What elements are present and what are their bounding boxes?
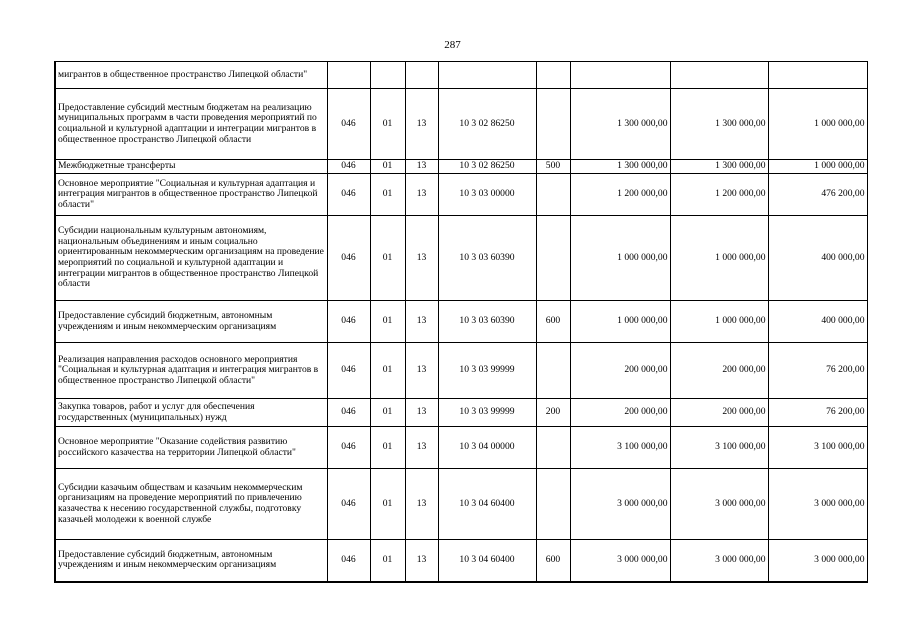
row-name: Основное мероприятие "Социальная и культурная адаптация и интеграция мигрантов в общественное пространство Липецкой области" — [55, 174, 327, 216]
section-code: 01 — [370, 427, 405, 469]
sum-year-3: 400 000,00 — [768, 216, 867, 301]
target-article: 10 3 03 99999 — [438, 343, 536, 399]
sum-year-3: 400 000,00 — [768, 301, 867, 343]
target-article — [438, 62, 536, 89]
sum-year-2: 200 000,00 — [670, 399, 768, 427]
sum-year-2: 1 200 000,00 — [670, 174, 768, 216]
subsection-code: 13 — [405, 540, 438, 582]
ministry-code: 046 — [327, 540, 370, 582]
section-code: 01 — [370, 160, 405, 174]
table-row — [55, 540, 867, 582]
ministry-code: 046 — [327, 469, 370, 540]
sum-year-3: 476 200,00 — [768, 174, 867, 216]
section-code: 01 — [370, 343, 405, 399]
table-row — [55, 301, 867, 343]
expense-type — [536, 174, 570, 216]
table-row — [55, 160, 867, 174]
expense-type — [536, 89, 570, 160]
sum-year-2: 1 300 000,00 — [670, 89, 768, 160]
table-row — [55, 469, 867, 540]
subsection-code: 13 — [405, 174, 438, 216]
ministry-code: 046 — [327, 174, 370, 216]
row-name: Субсидии национальным культурным автономиям, национальным объединениям и иным социально ориентированным некоммерческим организациям на проведение мероприятий по социальной и культурной адаптации и интеграции мигрантов в общественное пространство Липецкой области — [55, 216, 327, 301]
sum-year-1: 200 000,00 — [570, 343, 670, 399]
subsection-code: 13 — [405, 427, 438, 469]
ministry-code: 046 — [327, 343, 370, 399]
sum-year-3: 1 000 000,00 — [768, 89, 867, 160]
row-name: Предоставление субсидий местным бюджетам на реализацию муниципальных программ в части проведения мероприятий по социальной и культурной адаптации и интеграции мигрантов в общественное пространство Липецкой области — [55, 89, 327, 160]
expense-type — [536, 469, 570, 540]
sum-year-3: 76 200,00 — [768, 343, 867, 399]
target-article: 10 3 02 86250 — [438, 89, 536, 160]
expense-type: 600 — [536, 301, 570, 343]
expense-type: 500 — [536, 160, 570, 174]
ministry-code: 046 — [327, 89, 370, 160]
row-name: Межбюджетные трансферты — [55, 160, 327, 174]
sum-year-3: 1 000 000,00 — [768, 160, 867, 174]
target-article: 10 3 03 99999 — [438, 399, 536, 427]
subsection-code: 13 — [405, 160, 438, 174]
section-code: 01 — [370, 174, 405, 216]
target-article: 10 3 04 60400 — [438, 469, 536, 540]
section-code: 01 — [370, 89, 405, 160]
section-code: 01 — [370, 216, 405, 301]
sum-year-1: 3 000 000,00 — [570, 540, 670, 582]
sum-year-1: 1 000 000,00 — [570, 301, 670, 343]
section-code — [370, 62, 405, 89]
subsection-code: 13 — [405, 301, 438, 343]
table-row — [55, 399, 867, 427]
expense-type: 600 — [536, 540, 570, 582]
sum-year-1: 1 200 000,00 — [570, 174, 670, 216]
table-row — [55, 343, 867, 399]
sum-year-2: 200 000,00 — [670, 343, 768, 399]
sum-year-2: 3 000 000,00 — [670, 469, 768, 540]
target-article: 10 3 03 60390 — [438, 216, 536, 301]
subsection-code: 13 — [405, 89, 438, 160]
sum-year-2 — [670, 62, 768, 89]
table-row — [55, 174, 867, 216]
ministry-code — [327, 62, 370, 89]
ministry-code: 046 — [327, 301, 370, 343]
table-row — [55, 62, 867, 89]
expense-type — [536, 427, 570, 469]
row-name: мигрантов в общественное пространство Липецкой области" — [55, 62, 327, 89]
sum-year-1: 1 000 000,00 — [570, 216, 670, 301]
expense-type — [536, 216, 570, 301]
subsection-code: 13 — [405, 469, 438, 540]
sum-year-3: 3 000 000,00 — [768, 469, 867, 540]
target-article: 10 3 02 86250 — [438, 160, 536, 174]
ministry-code: 046 — [327, 427, 370, 469]
sum-year-1: 3 100 000,00 — [570, 427, 670, 469]
sum-year-3: 3 100 000,00 — [768, 427, 867, 469]
subsection-code: 13 — [405, 216, 438, 301]
sum-year-1: 3 000 000,00 — [570, 469, 670, 540]
row-name: Реализация направления расходов основного мероприятия "Социальная и культурная адаптация и интеграция мигрантов в общественное пространство Липецкой области" — [55, 343, 327, 399]
row-name: Субсидии казачьим обществам и казачьим некоммерческим организациям на проведение мероприятий по привлечению казачества к несению государственной службы, подготовку казачьей молодежи к военной службе — [55, 469, 327, 540]
expense-type — [536, 343, 570, 399]
ministry-code: 046 — [327, 160, 370, 174]
target-article: 10 3 03 00000 — [438, 174, 536, 216]
target-article: 10 3 03 60390 — [438, 301, 536, 343]
sum-year-1: 200 000,00 — [570, 399, 670, 427]
expense-type: 200 — [536, 399, 570, 427]
table-row — [55, 216, 867, 301]
budget-table-body — [55, 62, 867, 582]
table-row — [55, 427, 867, 469]
sum-year-3 — [768, 62, 867, 89]
budget-table — [54, 61, 868, 583]
section-code: 01 — [370, 399, 405, 427]
sum-year-1: 1 300 000,00 — [570, 160, 670, 174]
sum-year-2: 1 000 000,00 — [670, 216, 768, 301]
page-number: 287 — [444, 39, 461, 51]
sum-year-3: 3 000 000,00 — [768, 540, 867, 582]
row-name: Основное мероприятие "Оказание содействия развитию российского казачества на территории Липецкой области" — [55, 427, 327, 469]
target-article: 10 3 04 60400 — [438, 540, 536, 582]
row-name: Закупка товаров, работ и услуг для обеспечения государственных (муниципальных) нужд — [55, 399, 327, 427]
sum-year-2: 3 100 000,00 — [670, 427, 768, 469]
sum-year-3: 76 200,00 — [768, 399, 867, 427]
sum-year-2: 1 300 000,00 — [670, 160, 768, 174]
table-row — [55, 89, 867, 160]
ministry-code: 046 — [327, 216, 370, 301]
expense-type — [536, 62, 570, 89]
row-name: Предоставление субсидий бюджетным, автономным учреждениям и иным некоммерческим организациям — [55, 540, 327, 582]
target-article: 10 3 04 00000 — [438, 427, 536, 469]
sum-year-1: 1 300 000,00 — [570, 89, 670, 160]
sum-year-2: 3 000 000,00 — [670, 540, 768, 582]
section-code: 01 — [370, 301, 405, 343]
subsection-code — [405, 62, 438, 89]
section-code: 01 — [370, 469, 405, 540]
sum-year-1 — [570, 62, 670, 89]
sum-year-2: 1 000 000,00 — [670, 301, 768, 343]
ministry-code: 046 — [327, 399, 370, 427]
section-code: 01 — [370, 540, 405, 582]
subsection-code: 13 — [405, 343, 438, 399]
row-name: Предоставление субсидий бюджетным, автономным учреждениям и иным некоммерческим организациям — [55, 301, 327, 343]
subsection-code: 13 — [405, 399, 438, 427]
